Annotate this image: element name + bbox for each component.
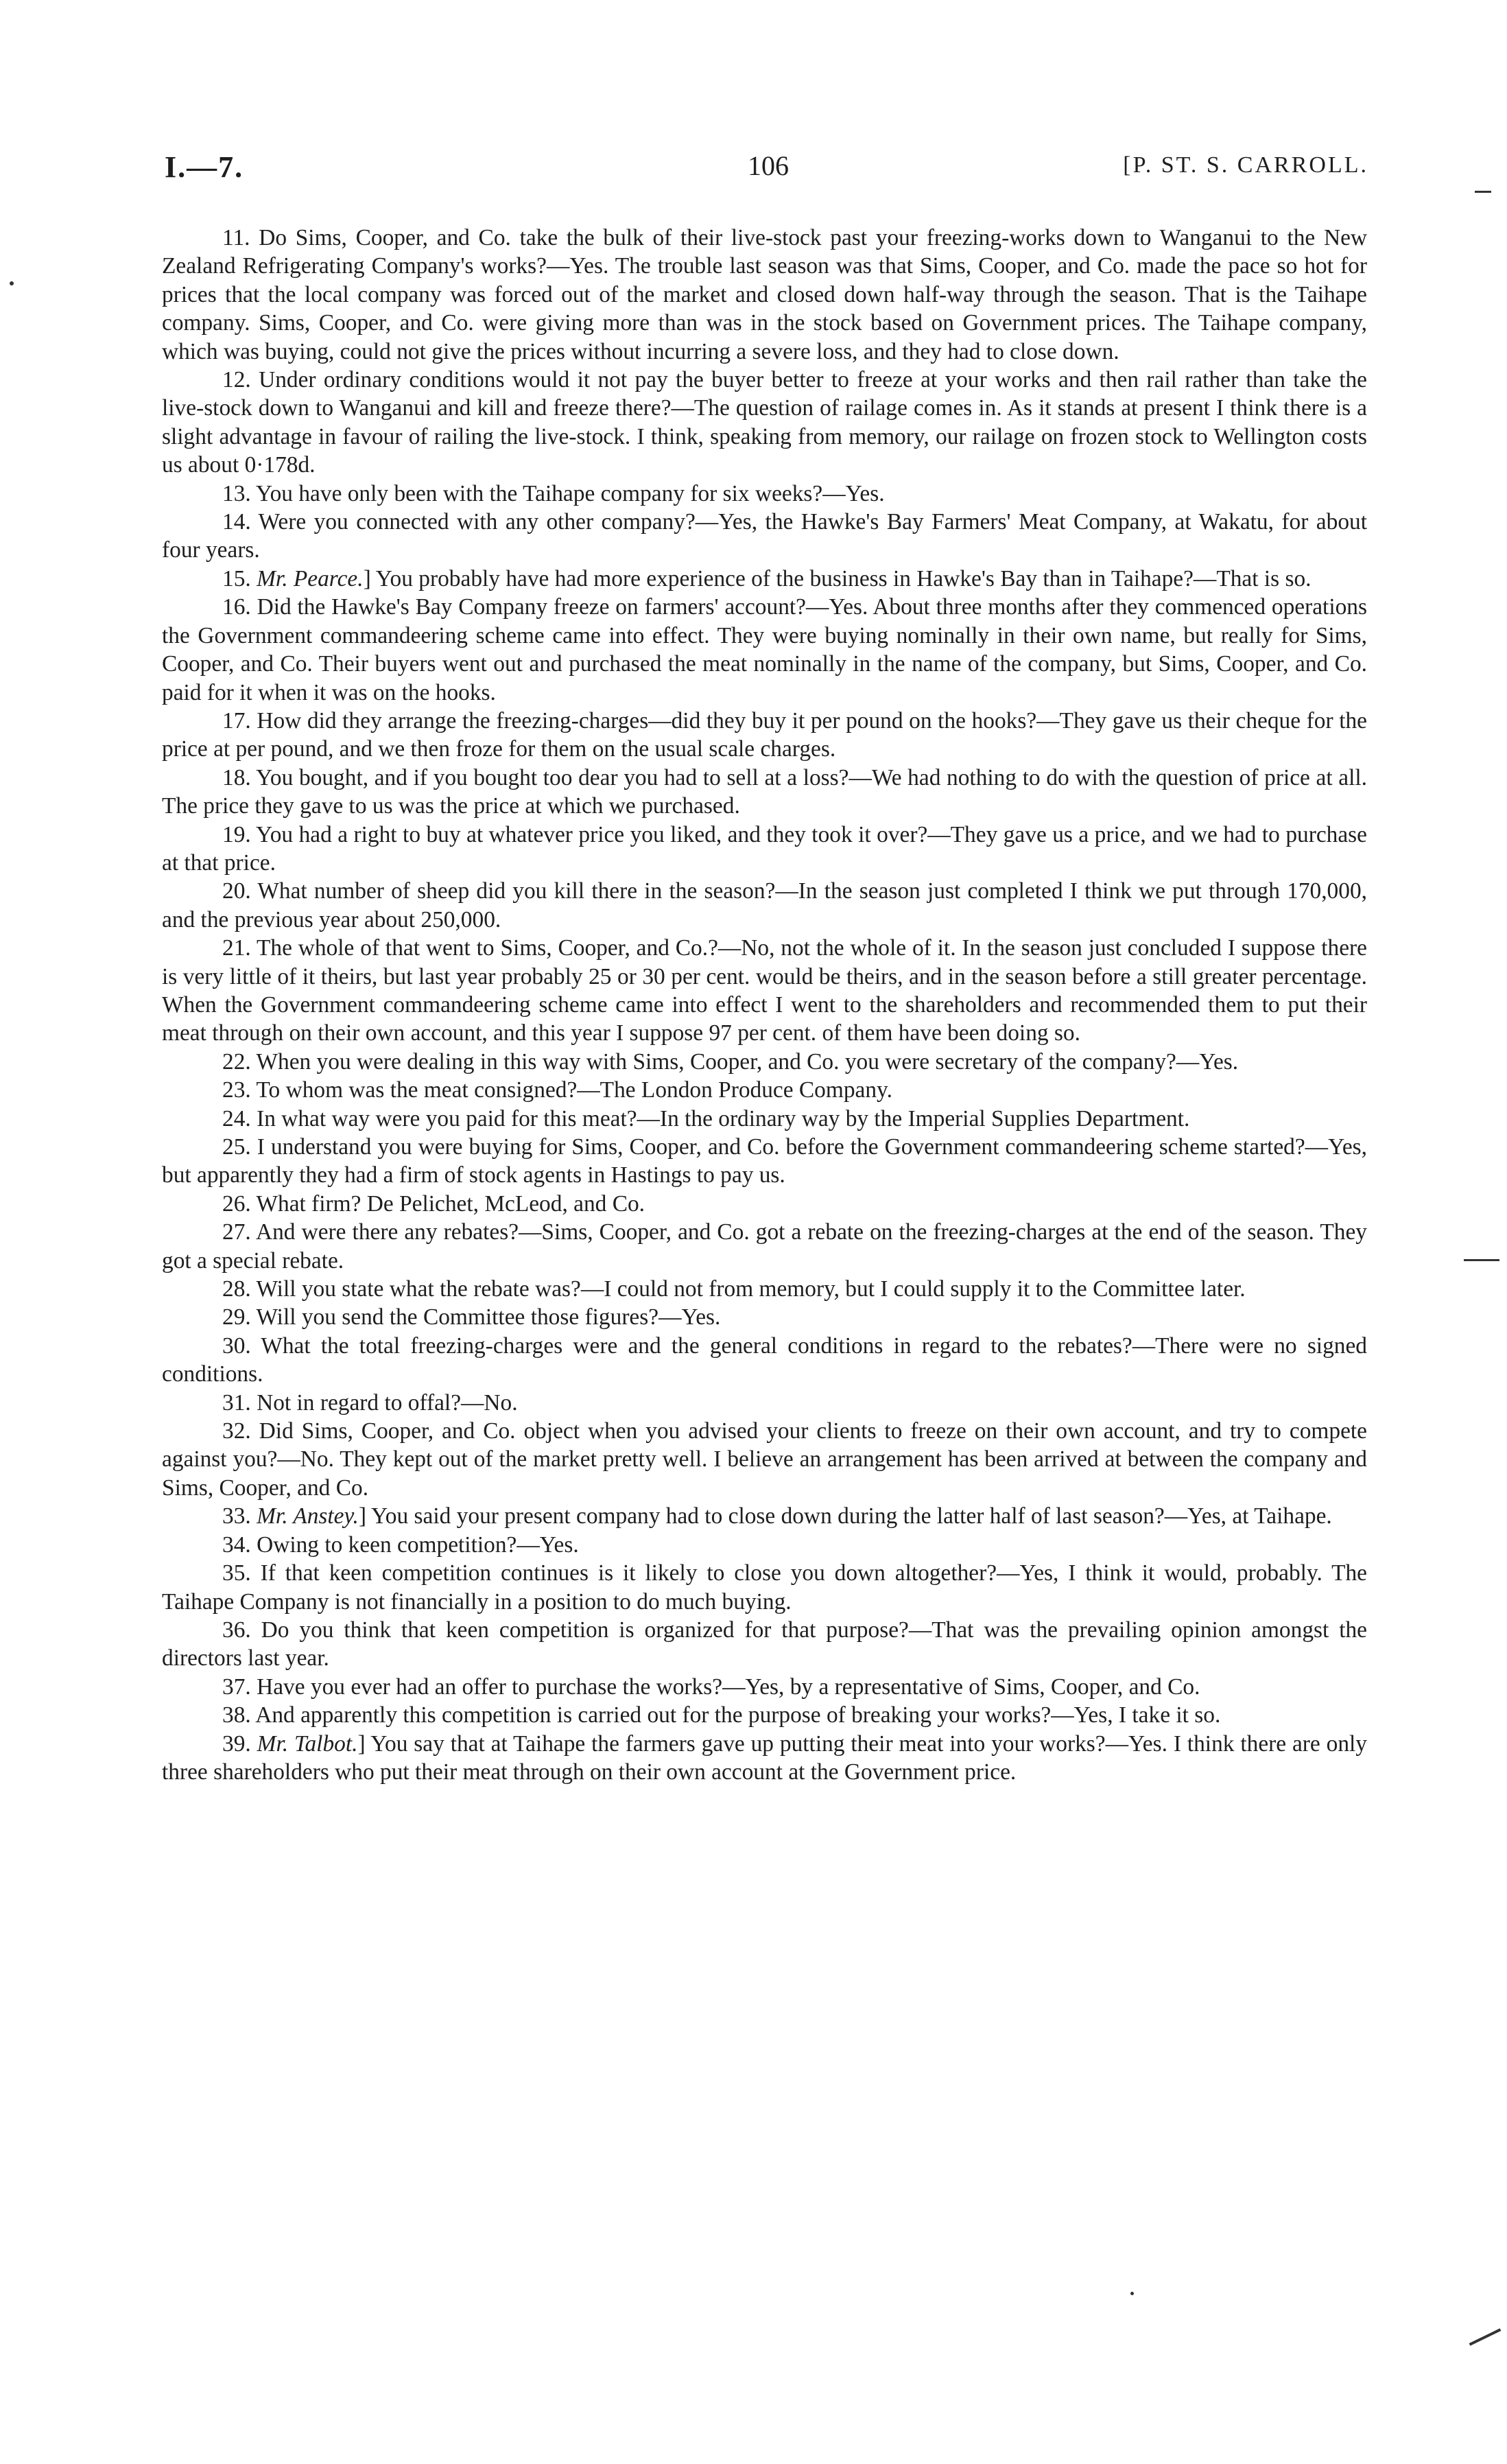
question-39 [162,1730,1367,1787]
question-20 [162,877,1367,934]
paragraph-text: 36. Do you think that keen competition is organized for that purpose?—That was the prevailing opinion amongst the directors last year. [162,1617,1367,1671]
paragraph-text: 25. I understand you were buying for Sims, Cooper, and Co. before the Government commandeering scheme started?—Yes, but apparently they had a firm of stock agents in Hastings to pay us. [162,1134,1367,1188]
question-26 [162,1190,1367,1218]
paragraph-text: 18. You bought, and if you bought too dear you had to sell at a loss?—We had nothing to do with the question of price at all. The price they gave to us was the price at which we purchased. [162,764,1367,819]
question-28 [162,1275,1367,1303]
paragraph-text: 38. And apparently this competition is carried out for the purpose of breaking your works?—Yes, I take it so. [222,1702,1221,1728]
question-32 [162,1417,1367,1502]
question-24 [162,1105,1367,1133]
witness-name: [P. ST. S. CARROLL. [1123,152,1368,178]
margin-mark-right [1464,1259,1499,1261]
paragraph-number: 39. [222,1730,257,1757]
margin-dot-left [10,281,14,285]
question-11 [162,224,1367,366]
paragraph-text: 26. What firm? De Pelichet, McLeod, and Co. [222,1190,645,1217]
paragraph-number: 33. [222,1503,257,1529]
question-35 [162,1559,1367,1616]
paragraph-text: 34. Owing to keen competition?—Yes. [222,1532,579,1558]
paragraph-text: 13. You have only been with the Taihape company for six weeks?—Yes. [222,480,885,506]
paragraph-text: 29. Will you send the Committee those figures?—Yes. [222,1304,721,1330]
paragraph-text: 27. And were there any rebates?—Sims, Cooper, and Co. got a rebate on the freezing-charges at the end of the season. They got a special rebate. [162,1219,1367,1274]
paragraph-text: 19. You had a right to buy at whatever price you liked, and they took it over?—They gave us a price, and we had to purchase at that price. [162,821,1367,876]
question-13 [162,480,1367,508]
paragraph-text: 32. Did Sims, Cooper, and Co. object when you advised your clients to freeze on their own account, and try to compete against you?—No. They kept out of the market pretty well. I believe an arrangement has been arrived at between the company and Sims, Cooper, and Co. [162,1418,1367,1501]
question-17 [162,707,1367,764]
paragraph-text: 14. Were you connected with any other company?—Yes, the Hawke's Bay Farmers' Meat Company, at Wakatu, for about four years. [162,509,1367,563]
question-38 [162,1701,1367,1729]
document-reference: I.—7. [165,150,244,184]
question-36 [162,1616,1367,1673]
page-header [165,150,1368,191]
paragraph-text: 16. Did the Hawke's Bay Company freeze on farmers' account?—Yes. About three months after they commenced operations the Government commandeering scheme came into effect. They were buying nominally in their own name, but really for Sims, Cooper, and Co. Their buyers went out and purchased the meat nominally in the name of the company, but Sims, Cooper, and Co. paid for it when it was on the hooks. [162,594,1367,705]
question-27 [162,1218,1367,1275]
question-30 [162,1332,1367,1389]
paragraph-number: 15. [222,565,257,591]
paragraph-text: ] You said your present company had to close down during the latter half of last season?—Yes, at Taihape. [358,1503,1332,1529]
speaker-name: Mr. Talbot. [257,1730,358,1757]
testimony-body [162,224,1367,1786]
question-25 [162,1133,1367,1190]
question-33 [162,1502,1367,1530]
question-31 [162,1389,1367,1417]
question-29 [162,1303,1367,1331]
paragraph-text: 35. If that keen competition continues is it likely to close you down altogether?—Yes, I think it would, probably. The Taihape Company is not financially in a position to do much buying. [162,1560,1367,1615]
question-37 [162,1673,1367,1701]
question-14 [162,508,1367,565]
paragraph-text: 28. Will you state what the rebate was?—I could not from memory, but I could supply it to the Committee later. [222,1276,1246,1302]
paragraph-text: 24. In what way were you paid for this meat?—In the ordinary way by the Imperial Supplies Department. [222,1105,1190,1131]
stray-dot [1130,2292,1134,2295]
page-number: 106 [748,150,789,181]
question-12 [162,366,1367,480]
question-19 [162,821,1367,878]
paragraph-text: 21. The whole of that went to Sims, Cooper, and Co.?—No, not the whole of it. In the season just concluded I suppose there is very little of it theirs, but last year probably 25 or 30 per cent. would be theirs, and in the season before a still greater percentage. When the Government commandeering scheme came into effect I went to the shareholders and recommended them to put their meat through on their own account, and this year I suppose 97 per cent. of them have been doing so. [162,935,1367,1046]
question-34 [162,1531,1367,1559]
paragraph-text: 17. How did they arrange the freezing-charges—did they buy it per pound on the hooks?—They gave us their cheque for the price at per pound, and we then froze for them on the usual scale charges. [162,707,1367,762]
question-16 [162,593,1367,707]
margin-stroke-bottom-right [1469,2328,1502,2346]
question-22 [162,1048,1367,1076]
paragraph-text: ] You say that at Taihape the farmers gave up putting their meat into your works?—Yes. I think there are only three shareholders who put their meat through on their own account at the Government price. [162,1730,1367,1785]
question-23 [162,1076,1367,1104]
question-18 [162,764,1367,821]
paragraph-text: 20. What number of sheep did you kill there in the season?—In the season just completed I think we put through 170,000, and the previous year about 250,000. [162,878,1367,932]
speaker-name: Mr. Anstey. [257,1503,359,1529]
paragraph-text: 37. Have you ever had an offer to purchase the works?—Yes, by a representative of Sims, Cooper, and Co. [222,1674,1200,1700]
paragraph-text: 31. Not in regard to offal?—No. [222,1389,518,1416]
paragraph-text: 22. When you were dealing in this way with Sims, Cooper, and Co. you were secretary of the company?—Yes. [222,1048,1239,1075]
paragraph-text: 12. Under ordinary conditions would it not pay the buyer better to freeze at your works and then rail rather than take the live-stock down to Wanganui and kill and freeze there?—The question of railage comes in. As it stands at present I think there is a slight advantage in favour of railing the live-stock. I think, speaking from memory, our railage on frozen stock to Wellington costs us about 0·178d. [162,367,1367,478]
question-15 [162,565,1367,593]
paragraph-text: 23. To whom was the meat consigned?—The London Produce Company. [222,1077,892,1103]
paragraph-text: 30. What the total freezing-charges were and the general conditions in regard to the rebates?—There were no signed conditions. [162,1333,1367,1387]
paragraph-text: ] You probably have had more experience of the business in Hawke's Bay than in Taihape?—That is so. [363,565,1312,591]
margin-mark-top-right [1475,191,1491,193]
question-21 [162,934,1367,1048]
paragraph-text: 11. Do Sims, Cooper, and Co. take the bulk of their live-stock past your freezing-works down to Wanganui to the New Zealand Refrigerating Company's works?—Yes. The trouble last season was that Sims, Cooper, and Co. made the pace so hot for prices that the local company was forced out of the market and closed down half-way through the season. That is the Taihape company. Sims, Cooper, and Co. were giving more than was in the stock based on Government prices. The Taihape company, which was buying, could not give the prices without incurring a severe loss, and they had to close down. [162,225,1367,364]
speaker-name: Mr. Pearce. [257,565,364,591]
